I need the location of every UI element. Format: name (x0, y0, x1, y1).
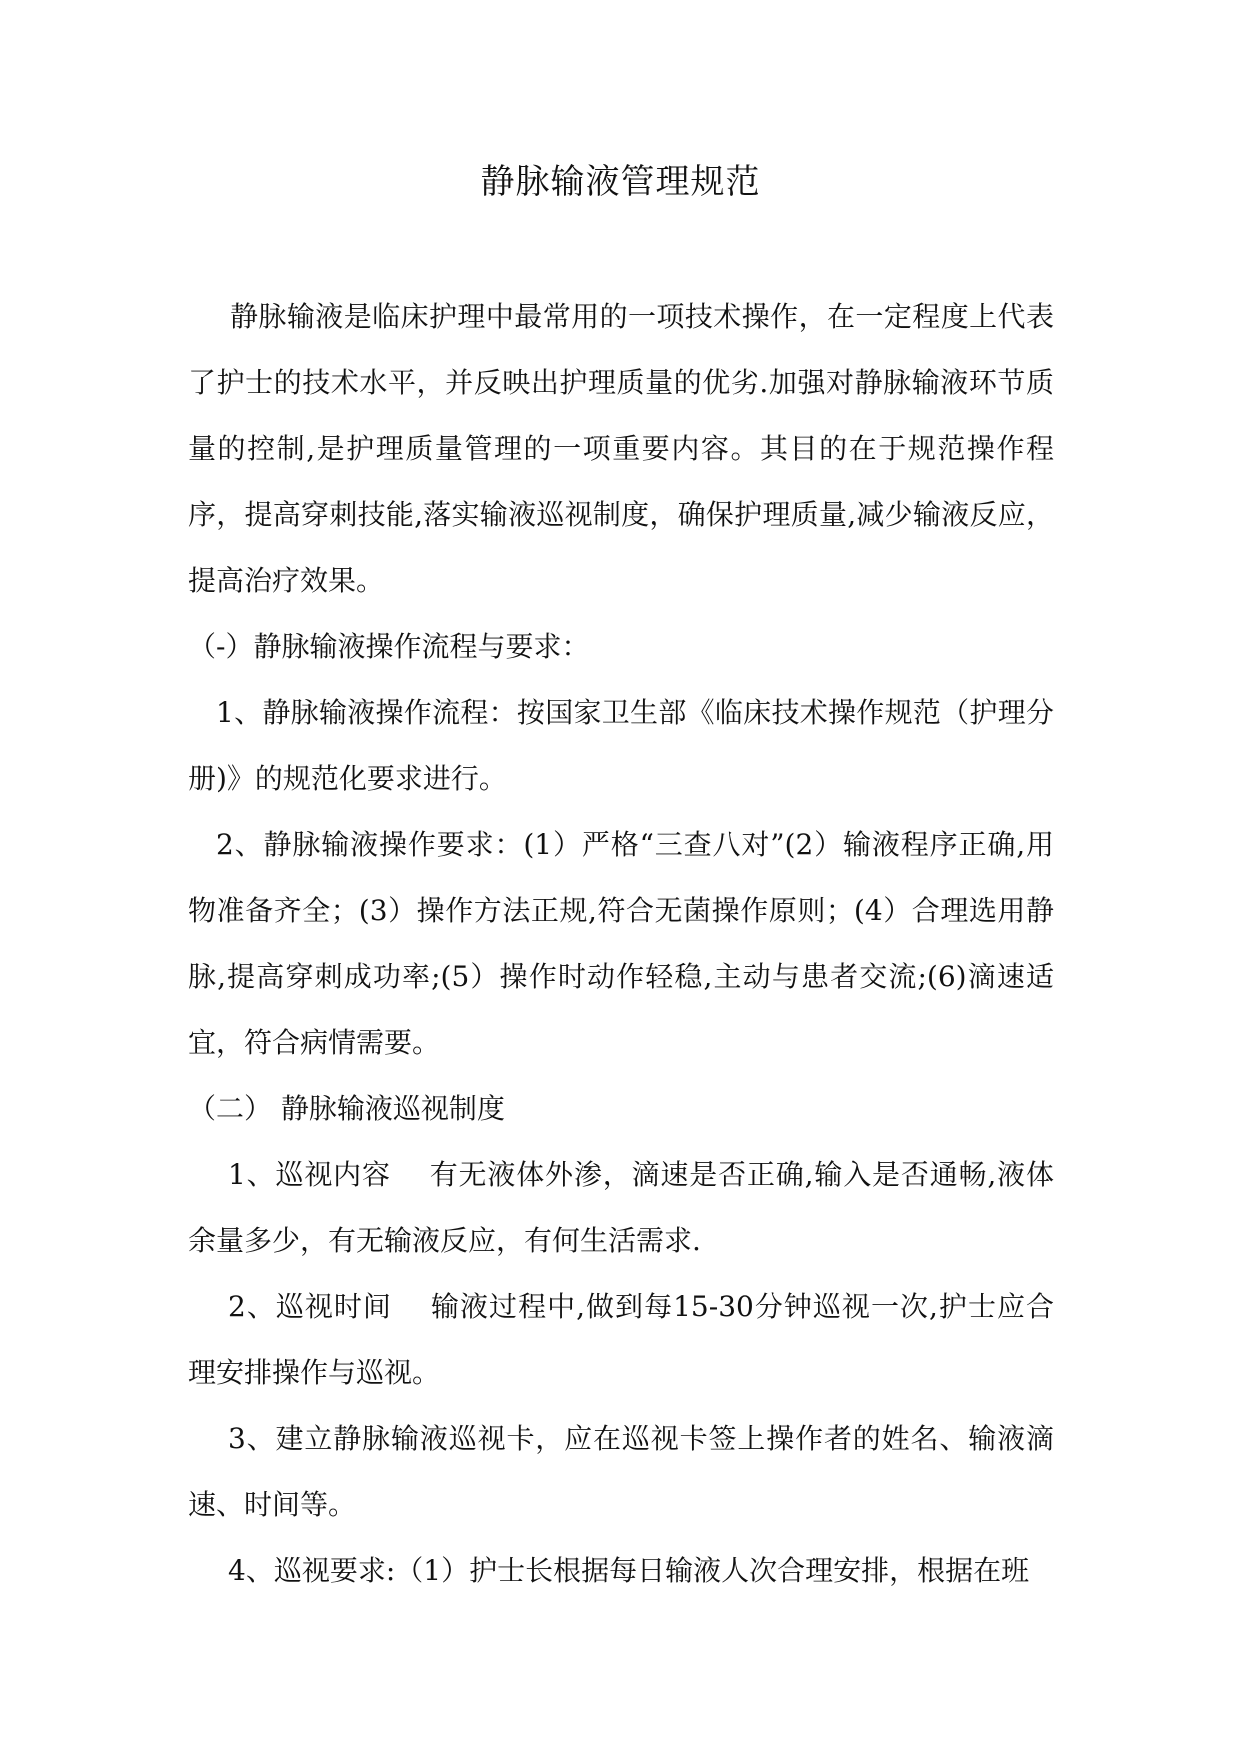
item-1-text: 有无液体外渗，滴速是否正确,输入是否通畅,液体余量多少，有无输液反应，有何生活需求. (188, 1158, 1054, 1257)
document-body (188, 284, 1054, 1604)
section-2-item-4: 4、巡视要求:（1）护士长根据每日输液人次合理安排，根据在班 (228, 1554, 1030, 1587)
section-2-heading: （二） 静脉输液巡视制度 (188, 1092, 505, 1125)
section-2-item-1 (188, 1142, 1054, 1274)
item-2-text: 输液过程中,做到每15-30分钟巡视一次,护士应合理安排操作与巡视。 (188, 1290, 1054, 1389)
section-1-heading: （-）静脉输液操作流程与要求： (188, 630, 590, 663)
section-2-item-2 (188, 1274, 1054, 1406)
intro-paragraph: 静脉输液是临床护理中最常用的一项技术操作，在一定程度上代表了护士的技术水平，并反映出护理质量的优劣.加强对静脉输液环节质量的控制,是护理质量管理的一项重要内容。其目的在于规范操作程序，提高穿刺技能,落实输液巡视制度，确保护理质量,减少输液反应，提高治疗效果。 (188, 300, 1054, 597)
item-1-label: 1、巡视内容 (228, 1158, 391, 1191)
section-1-item-1: 1、静脉输液操作流程：按国家卫生部《临床技术操作规范（护理分册)》的规范化要求进行。 (188, 696, 1054, 795)
item-2-label: 2、巡视时间 (228, 1290, 392, 1323)
section-2-item-3: 3、建立静脉输液巡视卡，应在巡视卡签上操作者的姓名、输液滴速、时间等。 (188, 1422, 1054, 1521)
document-title: 静脉输液管理规范 (480, 162, 761, 202)
section-1-item-2: 2、静脉输液操作要求：(1）严格“三查八对”(2）输液程序正确,用物准备齐全；(3）操作方法正规,符合无菌操作原则；(4）合理选用静脉,提高穿刺成功率;(5）操作时动作轻稳,主动与患者交流;(6)滴速适宜，符合病情需要。 (188, 828, 1054, 1059)
